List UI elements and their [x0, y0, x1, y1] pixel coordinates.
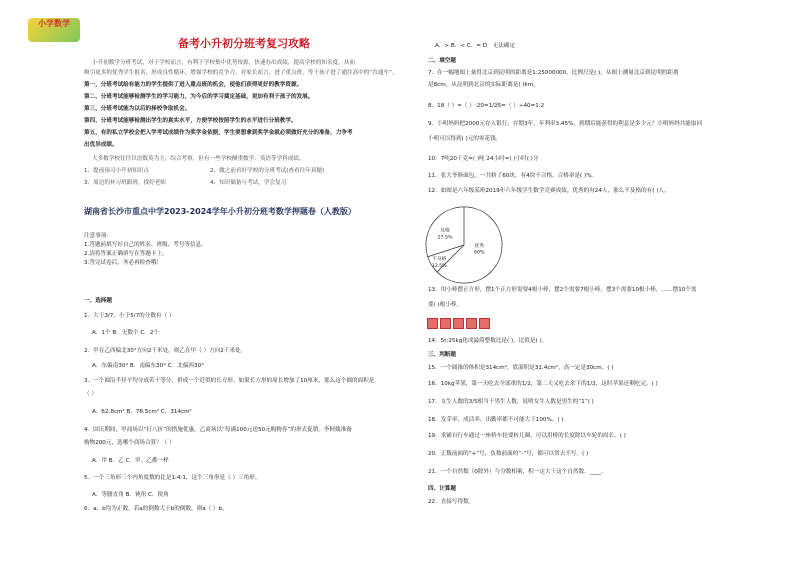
question-2: 2．甲在乙西偏北30°方向2千米处，则乙在甲（ ）方向2千米处。: [84, 348, 247, 354]
question-16: 16．10kg苹果，第一天吃去全部重的1/2，第二天又吃去余下的1/2，这时苹果还剩吃完。( ): [428, 381, 658, 387]
square-4: [466, 318, 477, 329]
question-6: 6．a、b均为正数，若a的倒数大于b的倒数，则a（ ）b。: [84, 506, 228, 512]
notice-3: 3.答完试卷后，务必再检查哦！: [84, 260, 163, 266]
pie-label-fail: 不及格: [432, 257, 447, 263]
question-14: 14．5t:25kg化成最简整数比是( )，比值是( )。: [428, 338, 548, 344]
pie-label-pass-pct: 27.5%: [437, 235, 453, 241]
pie-label-excellent-pct: 60%: [473, 250, 485, 256]
question-5: 5．一个三角形三个内角度数的比是1:4:1，这个三角形是（ ）三角形。: [84, 475, 261, 481]
intro-line-2: 吸引更多的优秀学生报名，形成良性循环，增强学校的竞争力。对家长而言，进了重点班，等于孩子进了通往高中的“直通车”。: [84, 70, 398, 76]
tip-4: 4、知识储备与考试，学会复习: [210, 180, 287, 186]
question-4-options: A．甲 B．乙 C．甲、乙都一样: [92, 458, 169, 464]
question-3: 3．一个圆沿半径平均分成若干等分，拼成一个近似的长方形，如果长方形的周长增加了10厘米，那么这个圆的面积是: [84, 378, 375, 384]
tip-3: 3、周边的补习班跟班，找好老师: [84, 180, 166, 186]
intro-line-8: 出优异成绩。: [84, 142, 118, 148]
question-6-options: A．> B．< C．= D．无法确定: [435, 43, 516, 49]
question-18: 18．发芽率、成活率、出勤率都不可能大于100%。( ): [428, 417, 564, 423]
question-1-options: A．1个 B．无数个 C．2个: [92, 330, 159, 336]
square-1: [427, 318, 438, 329]
question-20: 20．正数前面的“+”号，负数前面的“-”号，都可以省去不写。( ): [428, 451, 589, 457]
section-fill-title: 二、填空题: [428, 58, 456, 64]
square-3: [453, 318, 464, 329]
question-7: 7．在一幅地图上量得北京到昆明的距离是1:25000000，比例尺是( )，从图上测量北京到昆明的距离: [428, 70, 679, 76]
intro-line-6: 第四，分班考试能够检测出学生的真实水平，方便学校按照学生的水平进行分班教学。: [84, 118, 297, 124]
question-5-options: A．等腰直角 B．钝角 C．锐角: [92, 492, 169, 498]
question-2-options: A．东偏南30° B．南偏东30° C．北偏西30°: [92, 363, 204, 369]
question-10: 10．7吨20千克=( )吨 24小时=( )小时( )分: [428, 156, 539, 162]
tip-2: 2、做之前看好学校的分班考试(查看往年真题): [210, 168, 325, 174]
intro-line-7: 第五，有的私立学校会把入学考试成绩作为奖学金依据，学生要想拿到奖学金就必须做好充分的准备，力争考: [84, 130, 353, 136]
question-19: 19．求铺自行车通过一座桥车轮要转几圈，可以用桥的长度除以车轮的周长。( ): [428, 433, 626, 439]
question-21: 21．一个自然数（0除外）与分数相乘，积一定大于这个自然数。____。: [428, 469, 607, 475]
question-3-options: A．62.8cm² B．78.5cm² C．314cm²: [92, 409, 192, 415]
question-3-cont: （ ）: [84, 391, 97, 397]
intro-line-5: 第三，分班考试能为以后的择校争取机会。: [84, 106, 191, 112]
pie-label-fail-pct: 12.5%: [431, 263, 447, 269]
question-17: 17．女生人数的3/5相当于男生人数，说明女生人数是男生的“1”( ): [428, 399, 594, 405]
matchstick-squares-figure: [427, 318, 490, 329]
square-5: [479, 318, 490, 329]
question-4: 4．国庆期间，甲商场以“打八折”的措施优惠，乙商场以“每满100元送50元购物券”的形式促销。李阿姨准备: [84, 427, 352, 433]
question-15: 15．一个圆锥的体积是314cm³，底面积是31.4cm²，高一定是30cm。( ): [428, 365, 614, 371]
square-2: [440, 318, 451, 329]
question-9: 9．小明妈妈把2000元存入银行，存期3年，年利率3.45%，到期后能获得的利息是多少元？小明妈妈共能取回: [428, 121, 703, 127]
question-13-cont: 要( )根小棒。: [428, 302, 463, 308]
question-12: 12．如图是六年级某班2019年六年级学生数学竞赛成绩，优秀的有24人，那么不及格的有( )人。: [428, 188, 670, 194]
brand-logo: 小学数学: [28, 18, 80, 42]
exam-note: 大多数学校往往以语数英为主，综合考察，但有一些学校侧重数学、英语等学科成绩。: [92, 156, 305, 162]
notice-title: 注意事项：: [84, 233, 112, 239]
intro-line-4: 第二，分班考试能够检测学生的学习能力，为今后的学习奠定基础，更加有利于孩子的发展。: [84, 94, 314, 100]
question-13: 13．用小棒摆正方形，摆1个正方形需要4根小棒，摆2个需要7根小棒，摆3个需要10根小棒，……摆10个需: [428, 287, 697, 293]
question-9-cont: 小明可以得到( )元的零花钱。: [428, 136, 502, 142]
question-7-cont: 是8cm，从昆明到北京的实际距离是( )km。: [428, 82, 539, 88]
exam-title: 湖南省长沙市重点中学2023-2024学年小升初分班考数学押题卷（人教版）: [84, 207, 356, 216]
score-pie-chart: [424, 205, 504, 285]
question-1: 1．大于3/7、小于5/7的分数有（ ）: [84, 313, 175, 319]
page-title: 备考小升初分班考复习攻略: [178, 37, 310, 50]
section-choice-title: 一、选择题: [84, 298, 112, 304]
notice-2: 2.请将答案正确填写在答题卡上。: [84, 251, 168, 257]
question-22: 22．直接写得数。: [428, 499, 475, 505]
pie-label-excellent: 优秀: [474, 243, 484, 249]
question-11: 11．张大爷修面包，一共修了60块，有4块不合格，合格率是( )%。: [428, 173, 598, 179]
question-8: 8．18（ ）=（ ）:20=1/25=（ ）÷40=1.2: [428, 103, 545, 109]
intro-line-1: 小升初数学分班考试，对于学校而言，有利于学校集中优势资源，快速办出成绩，提高学校的知名度，从而: [92, 60, 355, 66]
intro-line-3: 第一，分班考试给有能力的学生提供了进入重点班的机会，使他们获得更好的教学资源。: [84, 82, 303, 88]
tip-1: 1、提前预习小升初知识点: [84, 168, 150, 174]
pie-label-pass: 及格: [440, 228, 450, 234]
section-calc-title: 四、计算题: [428, 486, 456, 492]
notice-1: 1.答题前填写好自己的姓名、班级、考号等信息。: [84, 242, 207, 248]
section-judge-title: 三、判断题: [428, 352, 456, 358]
question-4-cont: 购物200元，选哪个商场合算？（ ）: [84, 440, 175, 446]
